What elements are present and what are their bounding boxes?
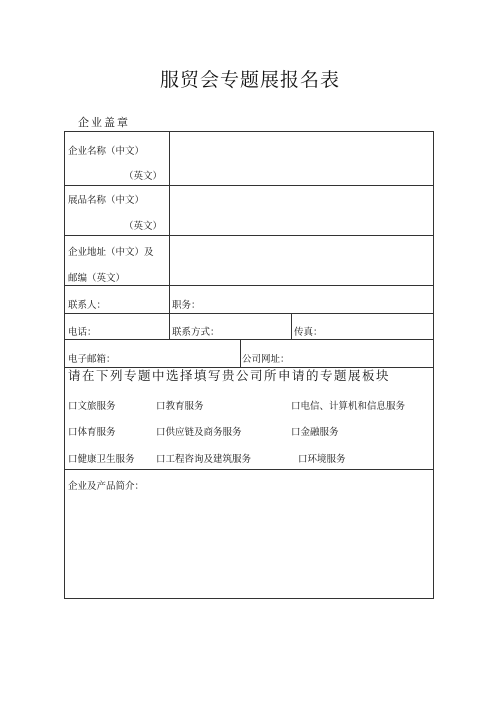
address-label: 企业地址（中文）及: [68, 247, 154, 258]
page-title: 服贸会专题展报名表: [159, 69, 340, 91]
contact-method-label: 联系方式：: [172, 327, 220, 338]
option-tourism[interactable]: 口文旅服务: [68, 401, 116, 412]
exhibit-name-label: 展品名称（中文）: [68, 195, 145, 206]
section-header: 请在下列专题中选择填写贵公司所申请的专题展板块: [68, 368, 391, 383]
fax-label: 传真：: [294, 327, 323, 338]
phone-label: 电话：: [68, 327, 97, 338]
option-education[interactable]: 口教育服务: [156, 401, 204, 412]
position-label: 职务：: [172, 300, 201, 311]
contact-label: 联系人：: [68, 300, 107, 311]
row-divider: [65, 339, 433, 340]
website-label: 公司网址：: [242, 354, 290, 365]
column-divider: [240, 339, 241, 367]
seal-label: 企业盖章: [78, 116, 130, 129]
address-field[interactable]: [170, 236, 433, 285]
intro-label: 企业及产品简介：: [68, 481, 145, 492]
column-divider: [291, 313, 292, 339]
option-engineering[interactable]: 口工程咨询及建筑服务: [156, 454, 252, 465]
company-name-en-label: （英文）: [124, 171, 163, 182]
option-environment[interactable]: 口环境服务: [298, 454, 346, 465]
exhibit-name-field[interactable]: [170, 186, 433, 235]
option-telecom-it[interactable]: 口电信、计算机和信息服务: [291, 401, 406, 412]
registration-form: [64, 131, 434, 599]
exhibit-name-en-label: （英文）: [124, 221, 163, 232]
company-name-field[interactable]: [170, 132, 433, 185]
company-name-label: 企业名称（中文）: [68, 146, 145, 157]
option-health[interactable]: 口健康卫生服务: [68, 454, 135, 465]
row-divider: [65, 313, 433, 314]
intro-field[interactable]: [65, 470, 433, 598]
row-divider: [65, 285, 433, 286]
option-sports[interactable]: 口体育服务: [68, 427, 116, 438]
email-label: 电子邮箱：: [68, 354, 116, 365]
option-supply-chain[interactable]: 口供应链及商务服务: [156, 427, 242, 438]
postcode-label: 邮编（英文）: [68, 273, 126, 284]
option-finance[interactable]: 口金融服务: [291, 427, 339, 438]
